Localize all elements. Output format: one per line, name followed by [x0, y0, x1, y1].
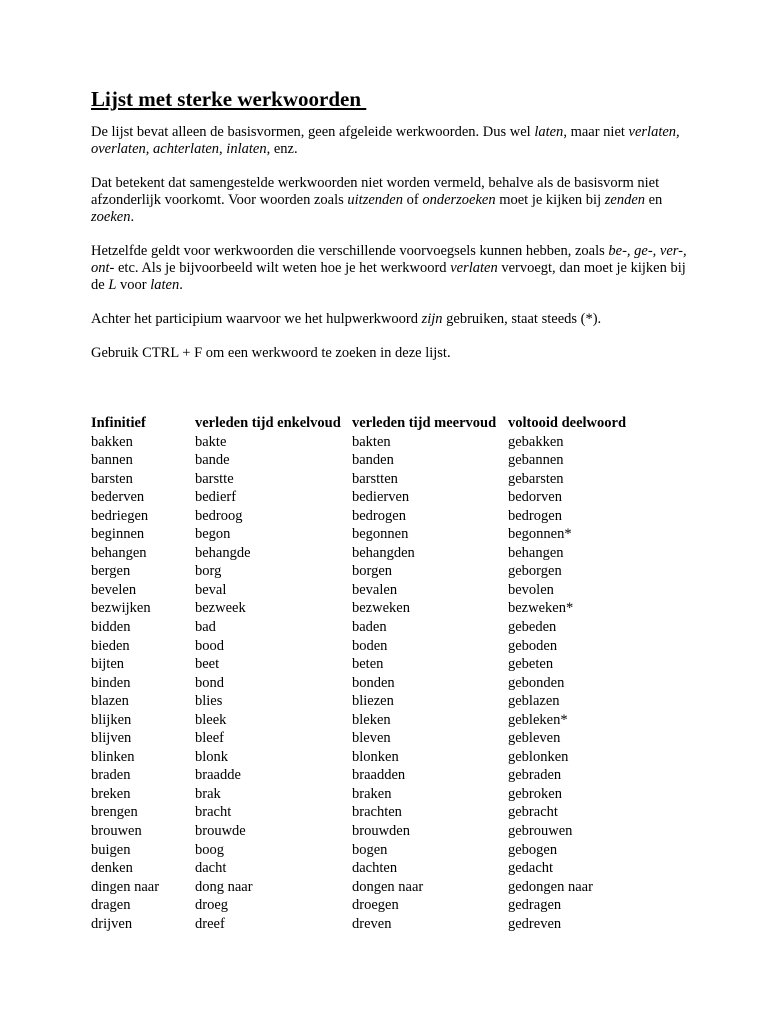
text-italic: uitzenden [347, 192, 403, 208]
cell-voltooid-deelwoord: geborgen [508, 563, 562, 580]
cell-voltooid-deelwoord: bevolen [508, 581, 554, 598]
table-row [91, 470, 668, 489]
paragraph-samengesteld [91, 175, 691, 226]
table-row [91, 655, 668, 674]
cell-voltooid-deelwoord: gedongen naar [508, 878, 593, 895]
text: Hetzelfde geldt voor werkwoorden die verschillende voorvoegsels kunnen hebben, zoals [91, 243, 609, 259]
cell-voltooid-deelwoord: gebeden [508, 619, 557, 636]
cell-voltooid-deelwoord: bedrogen [508, 507, 562, 524]
cell-infinitief: blijken [91, 711, 132, 728]
cell-vt-enkelvoud: barstte [195, 470, 234, 487]
paragraph-voorvoegsels [91, 243, 691, 294]
cell-voltooid-deelwoord: gebroken [508, 785, 562, 802]
cell-vt-enkelvoud: boog [195, 841, 224, 858]
table-row [91, 544, 668, 563]
column-header-vt-meervoud: verleden tijd meervoud [352, 415, 497, 431]
table-row [91, 711, 668, 730]
text: gebruiken, staat steeds (*). [442, 311, 602, 327]
text: Achter het participium waarvoor we het hulpwerkwoord [91, 311, 422, 327]
cell-voltooid-deelwoord: gebakken [508, 433, 564, 450]
cell-vt-enkelvoud: bond [195, 674, 224, 691]
cell-infinitief: bergen [91, 563, 131, 580]
text: . [130, 209, 135, 225]
cell-vt-meervoud: borgen [352, 563, 393, 580]
cell-vt-meervoud: brachten [352, 804, 402, 821]
table-body [91, 433, 668, 934]
cell-voltooid-deelwoord: geblazen [508, 693, 560, 710]
cell-vt-meervoud: behangden [352, 544, 415, 561]
cell-vt-enkelvoud: bedierf [195, 489, 237, 506]
table-row [91, 433, 668, 452]
table-row [91, 599, 668, 618]
text-italic: L [108, 277, 117, 293]
cell-infinitief: bakken [91, 433, 133, 450]
cell-vt-enkelvoud: borg [195, 563, 222, 580]
cell-voltooid-deelwoord: bezweken* [508, 600, 574, 617]
table-row [91, 803, 668, 822]
cell-vt-meervoud: blonken [352, 748, 399, 765]
cell-infinitief: bevelen [91, 581, 137, 598]
text: . [179, 277, 183, 293]
text: Gebruik CTRL + F om een werkwoord te zoeken in deze lijst. [91, 345, 451, 361]
cell-infinitief: denken [91, 860, 133, 877]
text: De lijst bevat alleen de basisvormen, geen afgeleide werkwoorden. Dus wel [91, 124, 535, 140]
cell-vt-enkelvoud: beet [195, 656, 220, 673]
column-header-vt-enkelvoud: verleden tijd enkelvoud [195, 415, 341, 431]
text-italic: onderzoeken [422, 192, 496, 208]
cell-infinitief: beginnen [91, 526, 145, 543]
table-row [91, 766, 668, 785]
text-italic: verlaten, overlaten, achterlaten, inlaten [91, 124, 680, 157]
cell-vt-meervoud: brouwden [352, 823, 410, 840]
text-italic: zenden [604, 192, 645, 208]
column-header-infinitief: Infinitief [91, 415, 146, 431]
cell-vt-meervoud: bleken [352, 711, 391, 728]
cell-voltooid-deelwoord: gebracht [508, 804, 558, 821]
text: , maar niet [563, 124, 629, 140]
cell-vt-meervoud: beten [352, 656, 384, 673]
text: en [645, 192, 663, 208]
table-row [91, 729, 668, 748]
table-row [91, 822, 668, 841]
text: etc. Als je bijvoorbeeld wilt weten hoe je het werkwoord [114, 260, 451, 276]
cell-voltooid-deelwoord: gebarsten [508, 470, 564, 487]
text-italic: verlaten [450, 260, 498, 276]
cell-infinitief: bieden [91, 637, 130, 654]
cell-vt-enkelvoud: blies [195, 693, 223, 710]
cell-infinitief: behangen [91, 544, 147, 561]
text-italic: laten [534, 124, 564, 140]
cell-voltooid-deelwoord: gebleken* [508, 711, 568, 728]
text-italic: zijn [421, 311, 443, 327]
text: of [402, 192, 423, 208]
paragraph-basisvormen [91, 124, 691, 158]
verb-table [91, 414, 668, 933]
text-italic: zoeken [91, 209, 131, 225]
cell-vt-enkelvoud: bleef [195, 730, 224, 747]
cell-infinitief: bijten [91, 656, 125, 673]
cell-vt-meervoud: bonden [352, 674, 395, 691]
cell-vt-enkelvoud: beval [195, 581, 227, 598]
cell-voltooid-deelwoord: gebraden [508, 767, 562, 784]
cell-vt-enkelvoud: dacht [195, 860, 227, 877]
text: , enz. [266, 141, 298, 157]
cell-vt-meervoud: dongen naar [352, 878, 424, 895]
cell-infinitief: bezwijken [91, 600, 151, 617]
cell-vt-meervoud: dachten [352, 860, 398, 877]
cell-voltooid-deelwoord: gebogen [508, 841, 558, 858]
text-italic: laten [150, 277, 180, 293]
cell-infinitief: drijven [91, 915, 133, 932]
table-row [91, 785, 668, 804]
table-row [91, 525, 668, 544]
cell-vt-enkelvoud: brak [195, 785, 221, 802]
cell-infinitief: blijven [91, 730, 132, 747]
cell-infinitief: braden [91, 767, 131, 784]
cell-infinitief: dragen [91, 897, 131, 914]
cell-voltooid-deelwoord: gebannen [508, 452, 564, 469]
cell-vt-meervoud: banden [352, 452, 394, 469]
text: Dat betekent dat samengestelde werkwoorden niet worden vermeld, behalve als de basisvorm niet afzonderlijk voorkomt. Voor woorden zoals [91, 175, 660, 208]
cell-voltooid-deelwoord: begonnen* [508, 526, 572, 543]
paragraph-zoeken [91, 345, 691, 362]
cell-infinitief: buigen [91, 841, 131, 858]
cell-voltooid-deelwoord: behangen [508, 544, 564, 561]
paragraph-participium [91, 311, 691, 328]
table-row [91, 451, 668, 470]
cell-voltooid-deelwoord: gebonden [508, 674, 565, 691]
table-row [91, 562, 668, 581]
cell-vt-enkelvoud: bedroog [195, 507, 243, 524]
cell-vt-enkelvoud: bood [195, 637, 224, 654]
cell-vt-meervoud: baden [352, 619, 387, 636]
cell-vt-enkelvoud: behangde [195, 544, 251, 561]
cell-vt-meervoud: droegen [352, 897, 399, 914]
text: vervoegt, dan moet je kijken bij de [91, 260, 686, 293]
table-row [91, 841, 668, 860]
cell-infinitief: bederven [91, 489, 145, 506]
cell-vt-meervoud: boden [352, 637, 388, 654]
table-row [91, 915, 668, 934]
cell-vt-meervoud: bliezen [352, 693, 394, 710]
table-row [91, 748, 668, 767]
cell-voltooid-deelwoord: gebleven [508, 730, 561, 747]
table-row [91, 581, 668, 600]
cell-vt-meervoud: braadden [352, 767, 406, 784]
cell-vt-enkelvoud: braadde [195, 767, 241, 784]
cell-vt-meervoud: bedierven [352, 489, 410, 506]
table-header-row [91, 414, 668, 433]
cell-vt-enkelvoud: bad [195, 619, 216, 636]
cell-vt-meervoud: braken [352, 785, 392, 802]
table-row [91, 878, 668, 897]
cell-vt-meervoud: bevalen [352, 581, 398, 598]
cell-vt-enkelvoud: begon [195, 526, 231, 543]
cell-vt-enkelvoud: brouwde [195, 823, 246, 840]
table-row [91, 507, 668, 526]
cell-vt-enkelvoud: dong naar [195, 878, 253, 895]
cell-vt-meervoud: dreven [352, 915, 392, 932]
table-row [91, 692, 668, 711]
cell-vt-enkelvoud: dreef [195, 915, 225, 932]
cell-voltooid-deelwoord: gedreven [508, 915, 562, 932]
column-header-voltooid-deelwoord: voltooid deelwoord [508, 415, 627, 431]
text: moet je kijken bij [495, 192, 605, 208]
cell-vt-enkelvoud: bakte [195, 433, 227, 450]
cell-voltooid-deelwoord: gedacht [508, 860, 554, 877]
cell-infinitief: blazen [91, 693, 129, 710]
cell-vt-enkelvoud: bracht [195, 804, 232, 821]
table-row [91, 637, 668, 656]
cell-infinitief: bidden [91, 619, 131, 636]
cell-voltooid-deelwoord: bedorven [508, 489, 562, 506]
cell-infinitief: breken [91, 785, 131, 802]
cell-vt-enkelvoud: bleek [195, 711, 227, 728]
cell-voltooid-deelwoord: geblonken [508, 748, 569, 765]
page-title: Lijst met sterke werkwoorden [91, 87, 367, 111]
cell-vt-meervoud: barstten [352, 470, 398, 487]
cell-voltooid-deelwoord: gebrouwen [508, 823, 573, 840]
cell-vt-enkelvoud: droeg [195, 897, 229, 914]
cell-infinitief: dingen naar [91, 878, 160, 895]
cell-vt-enkelvoud: bande [195, 452, 230, 469]
cell-voltooid-deelwoord: gebeten [508, 656, 554, 673]
table-row [91, 674, 668, 693]
cell-vt-enkelvoud: bezweek [195, 600, 246, 617]
cell-infinitief: barsten [91, 470, 133, 487]
cell-infinitief: binden [91, 674, 131, 691]
cell-infinitief: brouwen [91, 823, 142, 840]
cell-vt-meervoud: bogen [352, 841, 388, 858]
text: voor [116, 277, 151, 293]
document-body [91, 86, 691, 379]
cell-vt-meervoud: begonnen [352, 526, 409, 543]
cell-vt-enkelvoud: blonk [195, 748, 229, 765]
cell-infinitief: brengen [91, 804, 138, 821]
cell-voltooid-deelwoord: geboden [508, 637, 558, 654]
text-italic: be-, ge-, ver-, ont- [91, 243, 687, 276]
cell-voltooid-deelwoord: gedragen [508, 897, 562, 914]
cell-vt-meervoud: bedrogen [352, 507, 406, 524]
cell-infinitief: bedriegen [91, 507, 149, 524]
cell-vt-meervoud: bezweken [352, 600, 410, 617]
table-row [91, 859, 668, 878]
table-row [91, 618, 668, 637]
table-row [91, 896, 668, 915]
cell-vt-meervoud: bakten [352, 433, 391, 450]
cell-vt-meervoud: bleven [352, 730, 391, 747]
cell-infinitief: bannen [91, 452, 133, 469]
cell-infinitief: blinken [91, 748, 135, 765]
table-row [91, 488, 668, 507]
